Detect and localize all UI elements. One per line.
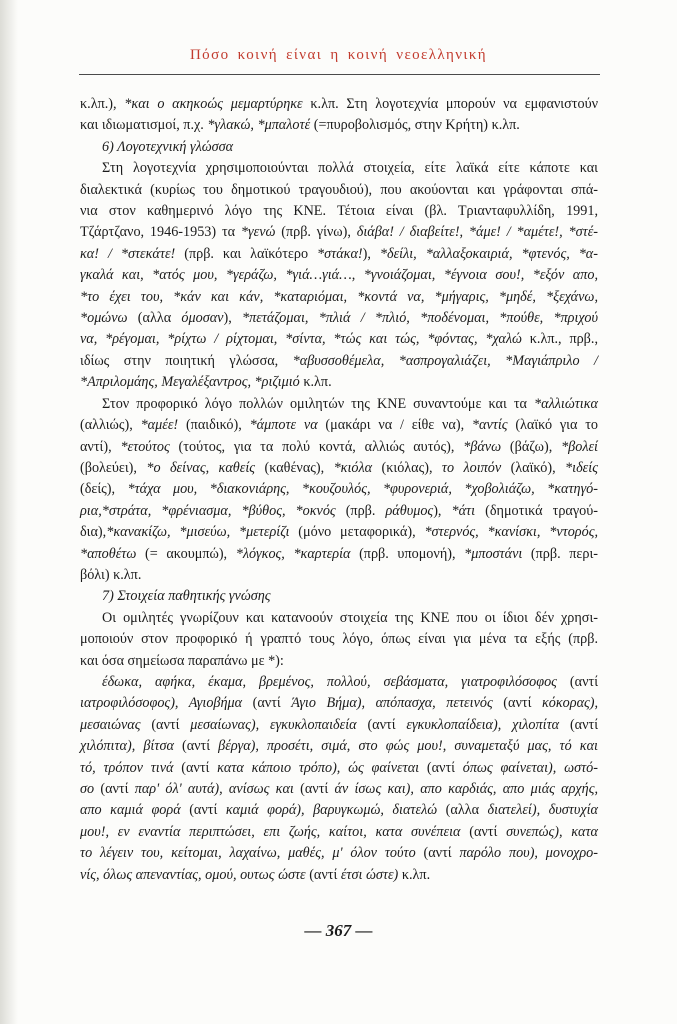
italic-text-span: 7) Στοιχεία παθητικής γνώσης — [102, 588, 271, 605]
italic-text-span: ιατροφιλόσοφος), Αγιοβήμα — [80, 695, 243, 712]
roman-text-span: (παιδικό), — [178, 417, 250, 434]
roman-text-span: (=πυροβολισμός, στην Κρήτη) κ.λπ. — [310, 117, 520, 134]
roman-text-span: ), — [362, 245, 380, 262]
roman-text-span: κ.λπ. Στη λογοτεχνία μπορούν να εμφανιστούν — [302, 96, 599, 112]
italic-text-span: *τάχα μου, *διακονιάρης, *κουζουλός, *φυρονεριά, *χοβολιάζω, *κατηγό- — [127, 481, 598, 498]
roman-text-span: νια στον καθημερινό λόγο της ΚΝΕ. Τέτοια είναι (βλ. Τριανταφυλλίδη, 1991, — [80, 203, 598, 220]
roman-text-span: (αντί — [419, 759, 463, 776]
italic-text-span: απο καμιά φορά — [80, 802, 181, 819]
text-line — [80, 201, 598, 222]
italic-text-span: όμοσαν — [181, 310, 224, 327]
text-line — [80, 822, 598, 843]
italic-text-span: άν ίσως και), απο καρδιάς, απο μιάς αρχής, — [334, 781, 599, 797]
roman-text-span: (αντί — [460, 823, 507, 840]
roman-text-span: (αντί — [180, 802, 226, 819]
italic-text-span: νίς, όλως απεναντίας, ομού, ουτως ώστε — [80, 866, 306, 883]
running-header: Πόσο κοινή είναι η κοινή νεοελληνική — [189, 47, 488, 63]
text-line — [80, 244, 598, 265]
text-line — [80, 651, 598, 672]
italic-text-span: *αμέε! — [140, 417, 179, 434]
italic-text-span: *ομώνω — [80, 310, 128, 327]
section-heading — [80, 586, 598, 607]
italic-text-span: τό, τρόπον τινά — [80, 759, 174, 776]
italic-text-span: παρ' όλ' αυτά), ανίσως και — [134, 781, 294, 797]
italic-text-span: *στερνός, *κανίσκι, *ντορός, — [424, 524, 598, 541]
roman-text-span: (αλλιώς), — [80, 417, 141, 434]
italic-text-span: μεσαίωνας), εγκυκλοπαιδεία — [190, 716, 357, 733]
text-line — [80, 458, 598, 479]
roman-text-span: κ.λπ.), — [80, 96, 125, 112]
roman-text-span: (μόνο μεταφορικά), — [289, 524, 425, 541]
italic-text-span: *Απριλομάης, Μεγαλέξαντρος, *ριζιμιό — [80, 374, 300, 391]
italic-text-span: 6) Λογοτεχνική γλώσσα — [102, 138, 234, 155]
italic-text-span: *αποθέτω — [80, 545, 137, 562]
text-line — [80, 372, 598, 393]
italic-text-span: *το έχει του, *κάν και κάν, *καταριόμαι, *κοντά να, *μήγαρις, *μηδέ, *ξεχάνω, — [80, 288, 598, 305]
roman-text-span: (= ακουμπώ), — [136, 545, 236, 562]
text-line — [80, 865, 598, 886]
roman-text-span: (καθένας), — [255, 459, 334, 476]
roman-text-span: (βάζω), — [501, 438, 562, 455]
text-line — [80, 329, 598, 350]
page-number: — 367 — — [304, 921, 373, 940]
italic-text-span: *βάνω — [463, 438, 502, 455]
roman-text-span: (λαϊκό για το — [507, 417, 598, 434]
italic-text-span: μεσαιώνας — [80, 716, 141, 733]
roman-text-span: Τζάρτζανο, 1946-1953) τα — [80, 224, 241, 241]
roman-text-span: (αντί — [492, 695, 542, 712]
italic-text-span: *αντίς — [471, 417, 508, 434]
text-line — [80, 693, 598, 714]
text-line — [80, 843, 598, 864]
italic-text-span: κα! / *στεκάτε! — [80, 245, 176, 262]
italic-text-span: διάβα! / διαβείτε!, *άμε! / *αμέτε!, *στέ- — [356, 224, 599, 241]
roman-text-span: (δημοτικά τραγού- — [475, 502, 598, 519]
italic-text-span: παρόλο που), μονοχρο- — [459, 845, 598, 862]
italic-text-span: *ο δείνας, καθείς — [146, 459, 256, 476]
roman-text-span: κ.λπ. — [398, 866, 431, 883]
text-line — [80, 736, 598, 757]
scan-edge-shadow — [0, 0, 18, 1024]
roman-text-span: Οι ομιλητές γνωρίζουν και κατανοούν στοιχεία της ΚΝΕ που οι ίδιοι δέν χρησι- — [102, 609, 598, 626]
italic-text-span: *λόγκος, *καρτερία — [235, 545, 351, 562]
italic-text-span: χιλόπιτα), βίτσα — [80, 738, 174, 755]
italic-text-span: *γενώ — [240, 224, 276, 241]
roman-text-span: (πρβ. υπομονή), — [350, 545, 465, 562]
roman-text-span: (αντί — [305, 866, 341, 883]
text-line — [80, 501, 598, 522]
roman-text-span: (αντί — [415, 845, 460, 862]
roman-text-span: δια), — [80, 524, 107, 541]
roman-text-span: (κιόλας), — [372, 459, 442, 476]
italic-text-span: ράθυμος — [385, 502, 434, 519]
roman-text-span: μοποιούν στον προφορικό ή γραπτό τους λόγο, όπως είναι για μένα τα εξής (πρβ. — [80, 631, 598, 648]
italic-text-span: *άμποτε να — [249, 417, 318, 434]
text-line — [80, 479, 598, 500]
italic-text-span: Άγιο Βήμα), απόπασχα, πετεινός — [291, 695, 493, 712]
italic-text-span: *κιόλα — [333, 459, 373, 476]
italic-text-span: *βολεί — [561, 438, 598, 455]
roman-text-span: (λαϊκό), — [501, 459, 566, 476]
italic-text-span: έδωκα, αφήκα, έκαμα, βρεμένος, πολλού, σεβάσματα, γιατροφιλόσοφος — [102, 673, 557, 690]
roman-text-span: (αλλα — [127, 310, 182, 327]
roman-text-span: (αντί — [173, 738, 219, 755]
italic-text-span: *ετούτος — [120, 438, 170, 455]
text-line — [80, 758, 598, 779]
text-line — [80, 544, 598, 565]
italic-text-span: καμιά φορά), βαρυγκωμώ, διατελώ — [225, 802, 438, 819]
text-line — [80, 415, 598, 436]
roman-text-span: κ.λπ., πρβ., — [521, 331, 598, 348]
roman-text-span: (μακάρι να / είθε να), — [317, 417, 472, 434]
text-line — [80, 222, 598, 243]
roman-text-span: (αντί — [140, 716, 191, 733]
italic-text-span: το λοιπόν — [441, 459, 502, 476]
italic-text-span: έτσι ώστε) — [340, 866, 399, 883]
italic-text-span: σο — [80, 781, 95, 797]
roman-text-span: (δείς), — [80, 481, 128, 498]
italic-text-span: συνεπώς), κατα — [506, 823, 599, 840]
roman-text-span: διαλεκτικά (κυρίως του δημοτικού τραγουδιού), που ακούονται και γράφονται σπά- — [80, 181, 598, 198]
italic-text-span: βέργα), προσέτι, σιμά, στο φώς μου!, συναμεταξύ μας, τό και — [218, 738, 598, 755]
italic-text-span: *γλακώ, *μπαλοτέ — [207, 117, 311, 134]
roman-text-span: (πρβ. — [335, 502, 386, 519]
roman-text-span: Στη λογοτεχνία χρησιμοποιούνται πολλά στοιχεία, είτε λαϊκά είτε κάποτε και — [102, 160, 598, 177]
roman-text-span: (βολεύει), — [80, 459, 147, 476]
text-line — [80, 800, 598, 821]
text-line — [80, 265, 598, 286]
roman-text-span: (αντί — [94, 781, 135, 797]
italic-text-span: διατελεί), δυστυχία — [487, 802, 598, 819]
text-line — [80, 672, 598, 693]
italic-text-span: *στάκα! — [317, 245, 363, 262]
section-heading — [80, 137, 598, 158]
italic-text-span: *μποστάνι — [464, 545, 523, 562]
italic-text-span: *αβυσσοθέμελα, *ασπρογαλιάζει, *Μαγιάπριλο / — [292, 352, 599, 369]
roman-text-span: ιδίως στην ποιητική γλώσσα, — [80, 352, 293, 369]
roman-text-span: (πρβ. και λαϊκότερο — [175, 245, 318, 262]
text-line — [80, 351, 598, 372]
text-line — [80, 287, 598, 308]
italic-text-span: το λέγειν του, κείτομαι, λαχαίνω, μαθές, μ' όλον τούτο — [80, 845, 416, 862]
text-line — [80, 94, 598, 115]
roman-text-span: και όσα σημείωσα παραπάνω με *): — [80, 652, 284, 669]
text-line — [80, 608, 598, 629]
italic-text-span: *αλλιώτικα — [534, 395, 598, 412]
roman-text-span: (τούτος, για τα πολύ κοντά, αλλιώς αυτός), — [169, 438, 464, 455]
roman-text-span: Στον προφορικό λόγο πολλών ομιλητών της ΚΝΕ συναντούμε και τα — [102, 395, 535, 412]
roman-text-span: (πρβ. περι- — [522, 545, 598, 562]
roman-text-span: ), — [223, 310, 243, 327]
italic-text-span: *κανακίζω, *μισεύω, *μετερίζι — [106, 524, 290, 541]
italic-text-span: γκαλά και, *ατός μου, *γεράζω, *γιά…γιά…, *γνοιάζομαι, *έγνοια σου!, *εξόν απο, — [80, 267, 598, 284]
body-text — [80, 94, 598, 886]
text-line — [80, 629, 598, 650]
text-line — [80, 394, 598, 415]
text-line — [80, 522, 598, 543]
italic-text-span: *πετάζομαι, *πλιά / *πλιό, *ποδένομαι, *πούθε, *πριχού — [242, 310, 598, 327]
roman-text-span: (αντί — [559, 716, 599, 733]
text-line — [80, 437, 598, 458]
roman-text-span: (αντί — [556, 673, 599, 690]
text-line — [80, 158, 598, 179]
italic-text-span: *ιδείς — [565, 459, 598, 476]
italic-text-span: *και ο ακηκοώς μεμαρτύρηκε — [124, 96, 303, 112]
roman-text-span: (αντί — [356, 716, 407, 733]
roman-text-span: (αντί — [242, 695, 292, 712]
italic-text-span: ρια,*στράτα, *φρένιασμα, *βύθος, *οκνός — [80, 502, 336, 519]
roman-text-span: βόλι) κ.λπ. — [80, 566, 142, 583]
italic-text-span: κόκορας), — [541, 695, 599, 712]
text-line — [80, 715, 598, 736]
italic-text-span: μου!, εν εναντία περιπτώσει, επι ζωής, καίτοι, κατα συνέπεια — [80, 823, 461, 840]
roman-text-span: (αντί — [293, 781, 335, 797]
roman-text-span: (πρβ. γίνω), — [275, 224, 357, 241]
italic-text-span: όπως φαίνεται), ωστό- — [462, 759, 598, 776]
roman-text-span: ), — [433, 502, 452, 519]
italic-text-span: *άτι — [451, 502, 476, 519]
roman-text-span: (αντί — [173, 759, 218, 776]
roman-text-span: κ.λπ. — [299, 374, 332, 391]
roman-text-span: αντί), — [80, 438, 121, 455]
roman-text-span: και ιδιωματισμοί, π.χ. — [80, 117, 208, 134]
italic-text-span: *δείλι, *αλλαξοκαιριά, *φτενός, *α- — [379, 245, 598, 262]
header-rule — [79, 74, 600, 75]
text-line — [80, 308, 598, 329]
italic-text-span: κατα κάποιο τρόπο), ώς φαίνεται — [217, 759, 420, 776]
italic-text-span: να, *ρέγομαι, *ρίχτω / ρίχτομαι, *σίντα, *τώς και τώς, *φόντας, *χαλώ — [80, 331, 522, 348]
text-line — [80, 565, 598, 586]
text-line — [80, 180, 598, 201]
text-line — [80, 779, 598, 800]
text-line — [80, 115, 598, 136]
roman-text-span: (αλλα — [437, 802, 488, 819]
italic-text-span: εγκυκλοπαίδεια), χιλοπίτα — [406, 716, 560, 733]
